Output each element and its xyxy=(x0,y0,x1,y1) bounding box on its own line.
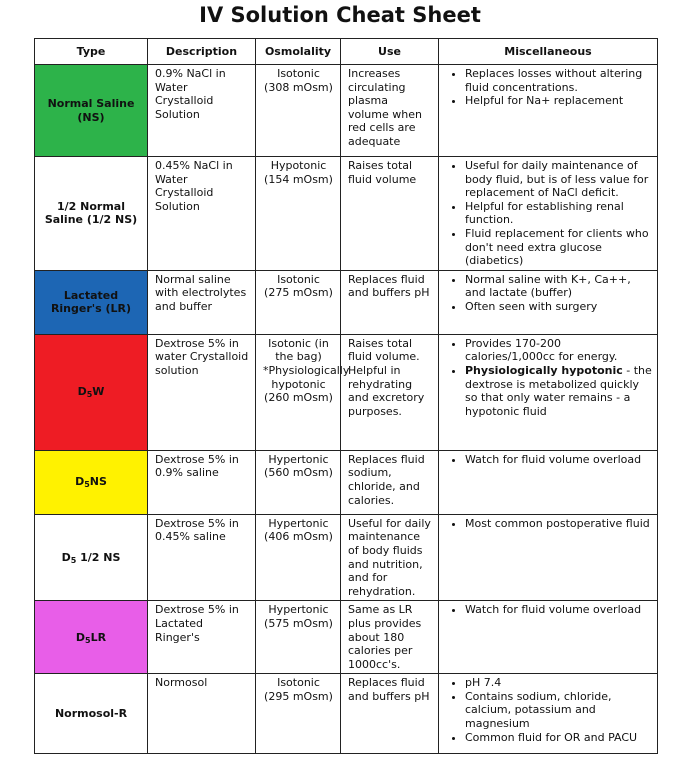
type-label: Normosol-R xyxy=(54,706,128,720)
type-subscript: 5 xyxy=(85,635,91,645)
use-cell: Replaces fluid sodium, chloride, and calories. xyxy=(341,450,439,514)
type-main: D xyxy=(77,385,87,399)
type-label: 1/2 Normal Saline (1/2 NS) xyxy=(44,199,138,227)
list-item: • Normal saline with K+, Ca++, and lactate (buffer) xyxy=(465,273,653,300)
list-item: • Watch for fluid volume overload xyxy=(465,453,653,467)
osmolality-cell: Hypertonic (406 mOsm) xyxy=(256,514,341,601)
misc-cell xyxy=(439,601,658,674)
misc-cell xyxy=(439,157,658,271)
misc-cell xyxy=(439,334,658,450)
list-item: • Fluid replacement for clients who don't need extra glucose (diabetics) xyxy=(465,227,653,268)
list-item: • Helpful for Na+ replacement xyxy=(465,94,653,108)
header-osmolality: Osmolality xyxy=(256,39,341,65)
type-cell-d5lr xyxy=(35,601,148,674)
table-row xyxy=(35,450,658,514)
type-cell-d5ns xyxy=(35,450,148,514)
list-item: • Helpful for establishing renal function. xyxy=(465,200,653,227)
list-item-rest: - the dextrose is metabolized quickly so that only water remains - a hypotonic fluid xyxy=(465,363,652,418)
page-title: IV Solution Cheat Sheet xyxy=(199,3,481,27)
description-cell: Dextrose 5% in Lactated Ringer's xyxy=(148,601,256,674)
list-item: • Provides 170-200 calories/1,000cc for energy. xyxy=(465,337,653,364)
type-subscript: 5 xyxy=(84,480,90,490)
header-row xyxy=(35,39,658,65)
type-cell-lr xyxy=(35,270,148,334)
header-miscellaneous: Miscellaneous xyxy=(439,39,658,65)
description-cell: 0.9% NaCl in Water Crystalloid Solution xyxy=(148,65,256,157)
osmolality-cell: Isotonic (275 mOsm) xyxy=(256,270,341,334)
header-description: Description xyxy=(148,39,256,65)
table-row xyxy=(35,514,658,601)
use-cell: Increases circulating plasma volume when red cells are adequate xyxy=(341,65,439,157)
misc-cell xyxy=(439,270,658,334)
list-item: • Useful for daily maintenance of body fluid, but is of less value for replacement of NaCl deficit. xyxy=(465,159,653,200)
type-main: D xyxy=(75,630,86,644)
type-rest: W xyxy=(92,385,105,399)
use-cell: Replaces fluid and buffers pH xyxy=(341,674,439,754)
type-label xyxy=(75,475,107,488)
table-row xyxy=(35,674,658,754)
misc-cell xyxy=(439,450,658,514)
header-type: Type xyxy=(35,39,148,65)
osmolality-cell: Hypotonic (154 mOsm) xyxy=(256,157,341,271)
type-label xyxy=(78,385,105,398)
list-item xyxy=(465,364,653,418)
list-item: • Contains sodium, chloride, calcium, potassium and magnesium xyxy=(465,690,653,731)
description-cell: Dextrose 5% in 0.45% saline xyxy=(148,514,256,601)
type-cell-normosol xyxy=(35,674,148,754)
type-label: Normal Saline (NS) xyxy=(47,96,135,124)
iv-solution-table xyxy=(34,38,658,754)
table-row xyxy=(35,334,658,450)
type-rest: 1/2 NS xyxy=(76,550,121,564)
misc-cell xyxy=(439,514,658,601)
type-label xyxy=(76,631,106,644)
list-item: • Watch for fluid volume overload xyxy=(465,603,653,617)
table-row xyxy=(35,270,658,334)
type-label xyxy=(62,551,121,564)
table-row xyxy=(35,601,658,674)
description-cell: Normosol xyxy=(148,674,256,754)
list-item: • Common fluid for OR and PACU xyxy=(465,731,653,745)
list-item: • pH 7.4 xyxy=(465,676,653,690)
osmolality-cell: Hypertonic (560 mOsm) xyxy=(256,450,341,514)
type-rest: NS xyxy=(89,475,107,489)
list-item: • Most common postoperative fluid xyxy=(465,517,653,531)
list-item: • Replaces losses without altering fluid concentrations. xyxy=(465,67,653,94)
header-use: Use xyxy=(341,39,439,65)
use-cell: Raises total fluid volume xyxy=(341,157,439,271)
type-label: Lactated Ringer's (LR) xyxy=(50,288,132,316)
type-rest: LR xyxy=(90,630,107,644)
type-cell-ns xyxy=(35,65,148,157)
osmolality-cell: Isotonic (295 mOsm) xyxy=(256,674,341,754)
list-item: • Often seen with surgery xyxy=(465,300,653,314)
osmolality-cell: Isotonic (in the bag) *Physiologically hypotonic (260 mOsm) xyxy=(256,334,341,450)
description-cell: Dextrose 5% in water Crystalloid solution xyxy=(148,334,256,450)
use-cell: Useful for daily maintenance of body fluids and nutrition, and for rehydration. xyxy=(341,514,439,601)
misc-cell xyxy=(439,65,658,157)
description-cell: Dextrose 5% in 0.9% saline xyxy=(148,450,256,514)
type-cell-half-ns xyxy=(35,157,148,271)
description-cell: 0.45% NaCl in Water Crystalloid Solution xyxy=(148,157,256,271)
description-cell: Normal saline with electrolytes and buffer xyxy=(148,270,256,334)
use-cell: Same as LR plus provides about 180 calories per 1000cc's. xyxy=(341,601,439,674)
osmolality-cell: Isotonic (308 mOsm) xyxy=(256,65,341,157)
use-cell: Raises total fluid volume. Helpful in rehydrating and excretory purposes. xyxy=(341,334,439,450)
type-subscript: 5 xyxy=(70,555,77,565)
bold-text: Physiologically hypotonic xyxy=(465,363,623,377)
type-subscript: 5 xyxy=(86,390,93,400)
type-cell-d5w xyxy=(35,334,148,450)
type-main: D xyxy=(61,550,71,564)
osmolality-cell: Hypertonic (575 mOsm) xyxy=(256,601,341,674)
use-cell: Replaces fluid and buffers pH xyxy=(341,270,439,334)
type-cell-d5-half-ns xyxy=(35,514,148,601)
type-main: D xyxy=(75,475,85,489)
table-row xyxy=(35,157,658,271)
misc-cell xyxy=(439,674,658,754)
table-row xyxy=(35,65,658,157)
